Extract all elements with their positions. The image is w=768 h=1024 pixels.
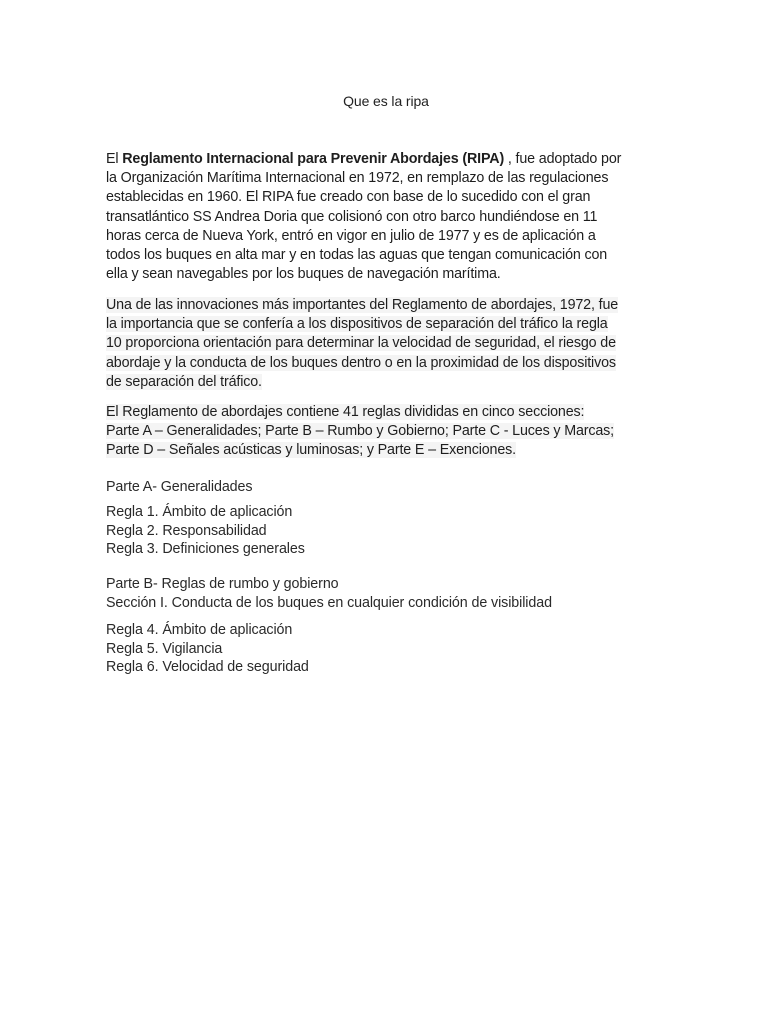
- paragraph-line: horas cerca de Nueva York, entró en vigor en julio de 1977 y es de aplicación a: [106, 227, 596, 244]
- list-item: Regla 2. Responsabilidad: [106, 522, 267, 539]
- paragraph-line: transatlántico SS Andrea Doria que colisionó con otro barco hundiéndose en 11: [106, 208, 598, 225]
- list-item: Regla 6. Velocidad de seguridad: [106, 659, 309, 675]
- paragraph-line: establecidas en 1960. El RIPA fue creado con base de lo sucedido con el gran: [106, 189, 591, 206]
- list-item: Regla 1. Ámbito de aplicación: [106, 504, 293, 520]
- part-b-rules: [106, 621, 666, 677]
- paragraph-line: todos los buques en alta mar y en todas las aguas que tengan comunicación con: [106, 247, 608, 264]
- paragraph-line: la Organización Marítima Internacional en 1972, en remplazo de las regulaciones: [106, 170, 609, 187]
- paragraph-line: de separación del tráfico.: [106, 373, 262, 390]
- intro-line1-rest: , fue adoptado por: [504, 151, 622, 167]
- part-a-rules: [106, 503, 666, 559]
- paragraph-intro: [106, 150, 666, 284]
- paragraph-line: El Reglamento de abordajes contiene 41 reglas divididas en cinco secciones:: [106, 404, 585, 420]
- paragraph-innovations: [106, 296, 666, 392]
- part-a-heading: Parte A- Generalidades: [106, 479, 253, 495]
- document-title: Que es la ripa: [343, 93, 429, 109]
- ripa-full-name: Reglamento Internacional para Prevenir Abordajes (RIPA): [122, 151, 505, 167]
- section-title: Sección I. Conducta de los buques en cualquier condición de visibilidad: [106, 594, 552, 611]
- paragraph-line: Una de las innovaciones más importantes del Reglamento de abordajes, 1972, fue: [106, 297, 619, 313]
- paragraph-line: Parte A – Generalidades; Parte B – Rumbo y Gobierno; Parte C - Luces y Marcas;: [106, 423, 615, 440]
- list-item: Regla 5. Vigilancia: [106, 640, 223, 657]
- paragraph-line: ella y sean navegables por los buques de navegación marítima.: [106, 266, 501, 283]
- paragraph-line: abordaje y la conducta de los buques dentro o en la proximidad de los dispositivos: [106, 354, 616, 371]
- list-item: Regla 4. Ámbito de aplicación: [106, 622, 293, 638]
- paragraph-line: 10 proporciona orientación para determinar la velocidad de seguridad, el riesgo de: [106, 335, 616, 352]
- paragraph-line: [106, 150, 666, 169]
- paragraph-sections: [106, 403, 666, 461]
- intro-prefix: El: [106, 151, 123, 167]
- part-b-heading: Parte B- Reglas de rumbo y gobierno Sección I. Conducta de los buques en cualquier condición de visibilidad: [106, 575, 666, 612]
- paragraph-line: Parte D – Señales acústicas y luminosas; y Parte E – Exenciones.: [106, 442, 516, 459]
- list-item: Regla 3. Definiciones generales: [106, 541, 305, 557]
- paragraph-line: la importancia que se confería a los dispositivos de separación del tráfico la regla: [106, 316, 608, 333]
